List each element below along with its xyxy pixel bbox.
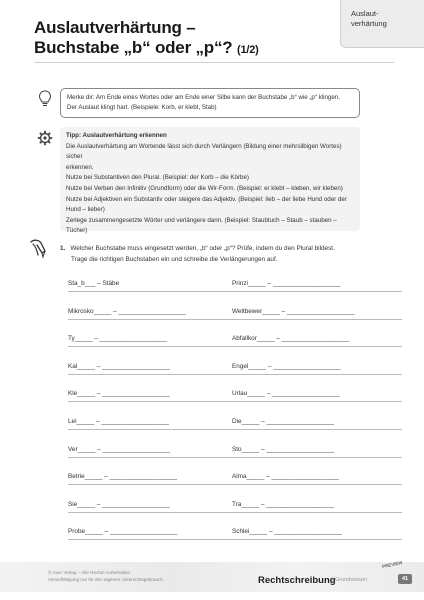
topic-tab — [340, 0, 424, 48]
word-row[interactable] — [232, 388, 402, 416]
word-row[interactable] — [232, 278, 402, 306]
word-row[interactable] — [232, 416, 402, 444]
word-prompt: Ver_____ – ___________________ — [68, 445, 170, 453]
word-prompt: Ty_____ – ___________________ — [68, 335, 168, 343]
remember-box — [60, 88, 360, 118]
footer-credits-line2: Vervielfältigung nur für den eigenen Unterrichtsgebrauch — [48, 576, 163, 582]
answer-line[interactable] — [68, 346, 238, 347]
word-prompt: Prinzi_____ – ___________________ — [232, 280, 341, 287]
word-row[interactable] — [232, 471, 402, 499]
word-prompt: Engel_____ – ___________________ — [232, 362, 341, 370]
answer-line[interactable] — [232, 484, 402, 485]
footer-subtitle: | Grundwissen — [332, 577, 368, 583]
answer-line[interactable] — [232, 512, 402, 513]
word-prompt: Alma_____ – ___________________ — [232, 473, 339, 481]
word-row[interactable] — [232, 306, 402, 334]
word-row[interactable] — [232, 499, 402, 527]
topic-tab-line2: verhärtung — [351, 19, 387, 28]
word-row[interactable] — [68, 499, 238, 527]
word-row[interactable] — [68, 471, 238, 499]
word-row[interactable] — [68, 526, 238, 554]
word-row[interactable] — [68, 388, 238, 416]
word-prompt: Betrie_____ – ___________________ — [68, 473, 178, 481]
answer-line[interactable] — [232, 401, 402, 402]
word-prompt: Tra_____ – ___________________ — [232, 500, 334, 508]
answer-line[interactable] — [68, 429, 238, 430]
word-column-left — [68, 278, 238, 554]
tip-line: Zerlege zusammengesetzte Wörter und verlängere dann. (Beispiel: Staubtuch – Staub – stauben – Tücher) — [66, 216, 337, 235]
word-row[interactable] — [68, 444, 238, 472]
word-prompt: Probe_____ – ___________________ — [68, 528, 178, 536]
tip-line: Hund – lieber) — [66, 206, 105, 214]
remember-line1: Merke dir: Am Ende eines Wortes oder am Ende einer Silbe kann der Buchstabe „b“ wie „p“ klingen. — [67, 94, 340, 101]
task-line1: Welcher Buchstabe muss eingesetzt werden, „b“ oder „p“? Prüfe, indem du den Plural bildest. — [70, 245, 335, 252]
tip-line: Die Auslautverhärtung am Wortende lässt sich durch Verlängern (Bildung einer mehrsilbigen Wortes) sicher — [66, 142, 342, 161]
answer-line[interactable] — [68, 539, 238, 540]
pencil-icon — [28, 238, 48, 260]
page-title — [34, 18, 259, 60]
word-prompt: Sta_b___ – Stäbe — [68, 280, 120, 287]
tip-line: Nutze bei Adjektiven ein Substantiv oder steigere das Adjektiv. (Beispiel: lieb – der liebe Hund oder der — [66, 195, 347, 203]
answer-line[interactable] — [232, 429, 402, 430]
tip-line: Nutze bei Substantiven den Plural. (Beispiel: der Korb – die Körbe) — [66, 174, 249, 182]
tip-title: Tipp: Auslautverhärtung erkennen — [66, 132, 167, 139]
tip-box — [60, 127, 360, 235]
word-prompt: Sto_____ – ___________________ — [232, 445, 334, 453]
word-column-right — [232, 278, 402, 554]
word-prompt: Kal_____ – ___________________ — [68, 362, 170, 370]
task-line2: Trage die richtigen Buchstaben ein und schreibe die Verlängerungen auf. — [71, 255, 278, 263]
word-row[interactable] — [232, 361, 402, 389]
answer-line[interactable] — [232, 457, 402, 458]
footer-brand: Rechtschreibung — [258, 575, 336, 586]
word-row[interactable] — [232, 526, 402, 554]
tip-line: erkennen. — [66, 163, 94, 171]
page-title-line2: Buchstabe „b“ oder „p“? — [34, 38, 233, 57]
word-prompt: Urlau_____ – ___________________ — [232, 390, 340, 398]
word-row[interactable] — [232, 444, 402, 472]
answer-line[interactable] — [68, 319, 238, 320]
word-row[interactable] — [68, 416, 238, 444]
word-prompt: Mikrosko_____ – ___________________ — [68, 307, 186, 315]
lightbulb-icon — [38, 90, 52, 108]
word-row[interactable] — [68, 333, 238, 361]
footer-credits-line1: © Auer Verlag – Alle Rechte vorbehalten — [48, 570, 131, 575]
word-prompt: Kle_____ – ___________________ — [68, 390, 170, 398]
word-row[interactable] — [68, 361, 238, 389]
tip-line: Nutze bei Verben den Infinitiv (Grundform) oder die Wir-Form. (Beispiel: er klebt – kleben, wir kleben) — [66, 184, 343, 192]
word-prompt: Weltbewer_____ – ___________________ — [232, 307, 355, 315]
task-number: 1. — [60, 245, 66, 252]
word-row[interactable] — [68, 278, 238, 306]
answer-line[interactable] — [68, 512, 238, 513]
answer-line[interactable] — [232, 346, 402, 347]
answer-line[interactable] — [232, 319, 402, 320]
answer-line[interactable] — [68, 291, 238, 292]
page-title-line1: Auslautverhärtung – — [34, 18, 196, 37]
page-title-part: (1/2) — [237, 44, 259, 56]
topic-tab-line1: Auslaut- — [351, 9, 379, 18]
answer-line[interactable] — [68, 484, 238, 485]
answer-line[interactable] — [68, 401, 238, 402]
answer-line[interactable] — [68, 374, 238, 375]
answer-line[interactable] — [232, 374, 402, 375]
task-instructions — [60, 244, 370, 265]
page-number: 41 — [398, 574, 412, 584]
word-prompt: Die_____ – ___________________ — [232, 417, 334, 425]
word-row[interactable] — [232, 333, 402, 361]
remember-line2: Der Auslaut klingt hart. (Beispiele: Korb, er klebt, Stab) — [67, 104, 217, 111]
word-prompt: Schlei_____ – ___________________ — [232, 528, 342, 536]
word-row[interactable] — [68, 306, 238, 334]
word-prompt: Lei_____ – ___________________ — [68, 417, 169, 425]
footer-credits — [48, 570, 163, 583]
tip-gear-icon — [37, 130, 53, 146]
answer-line[interactable] — [232, 291, 402, 292]
preview-stamp: PREVIEW — [381, 559, 404, 570]
word-prompt: Sie_____ – ___________________ — [68, 500, 170, 508]
answer-line[interactable] — [68, 457, 238, 458]
word-prompt: Abfallkor_____ – ___________________ — [232, 335, 350, 343]
answer-line[interactable] — [232, 539, 402, 540]
header-divider — [34, 62, 394, 63]
